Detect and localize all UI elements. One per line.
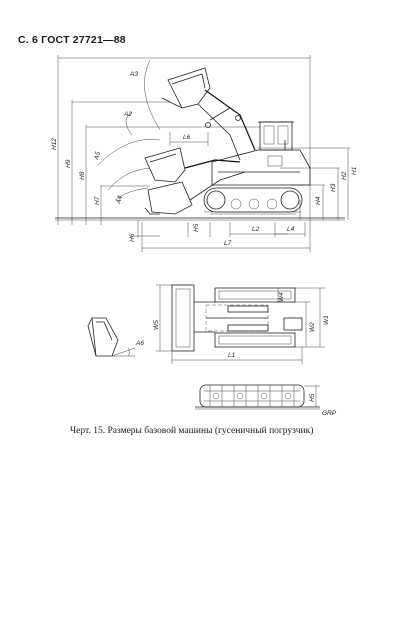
label-H5: H5 xyxy=(193,223,200,232)
label-GRP: GRP xyxy=(322,410,337,417)
label-H4: H4 xyxy=(315,196,322,205)
label-H3: H3 xyxy=(330,183,337,192)
label-A3: A3 xyxy=(130,71,138,78)
label-H9: H9 xyxy=(65,159,72,168)
track-detail xyxy=(195,385,337,417)
label-L2: L2 xyxy=(252,226,260,233)
label-W1: W1 xyxy=(323,315,330,325)
label-L6: L6 xyxy=(183,134,191,141)
label-L4: L4 xyxy=(287,226,295,233)
label-track-H5: H5 xyxy=(309,393,316,402)
label-W5: W5 xyxy=(153,320,160,330)
side-view xyxy=(51,55,358,252)
label-L1: L1 xyxy=(228,352,236,359)
bucket-detail xyxy=(88,318,144,356)
label-H6: H6 xyxy=(129,233,136,242)
label-A5: A5 xyxy=(93,151,102,161)
label-H1: H1 xyxy=(351,166,358,175)
label-W2: W2 xyxy=(309,322,316,332)
label-H12: H12 xyxy=(51,138,58,150)
page-header: С. 6 ГОСТ 27721—88 xyxy=(18,34,126,46)
plan-view xyxy=(153,285,330,364)
label-H2: H2 xyxy=(341,171,348,180)
figure-caption: Черт. 15. Размеры базовой машины (гусеничный погрузчик) xyxy=(70,426,314,436)
label-L7: L7 xyxy=(224,240,232,247)
label-A4: A4 xyxy=(115,195,124,205)
label-A2: A2 xyxy=(124,111,132,118)
label-H8: H8 xyxy=(79,171,86,180)
label-A6: A6 xyxy=(136,340,144,347)
label-H7: H7 xyxy=(94,196,101,205)
label-W4: W4 xyxy=(278,292,285,302)
